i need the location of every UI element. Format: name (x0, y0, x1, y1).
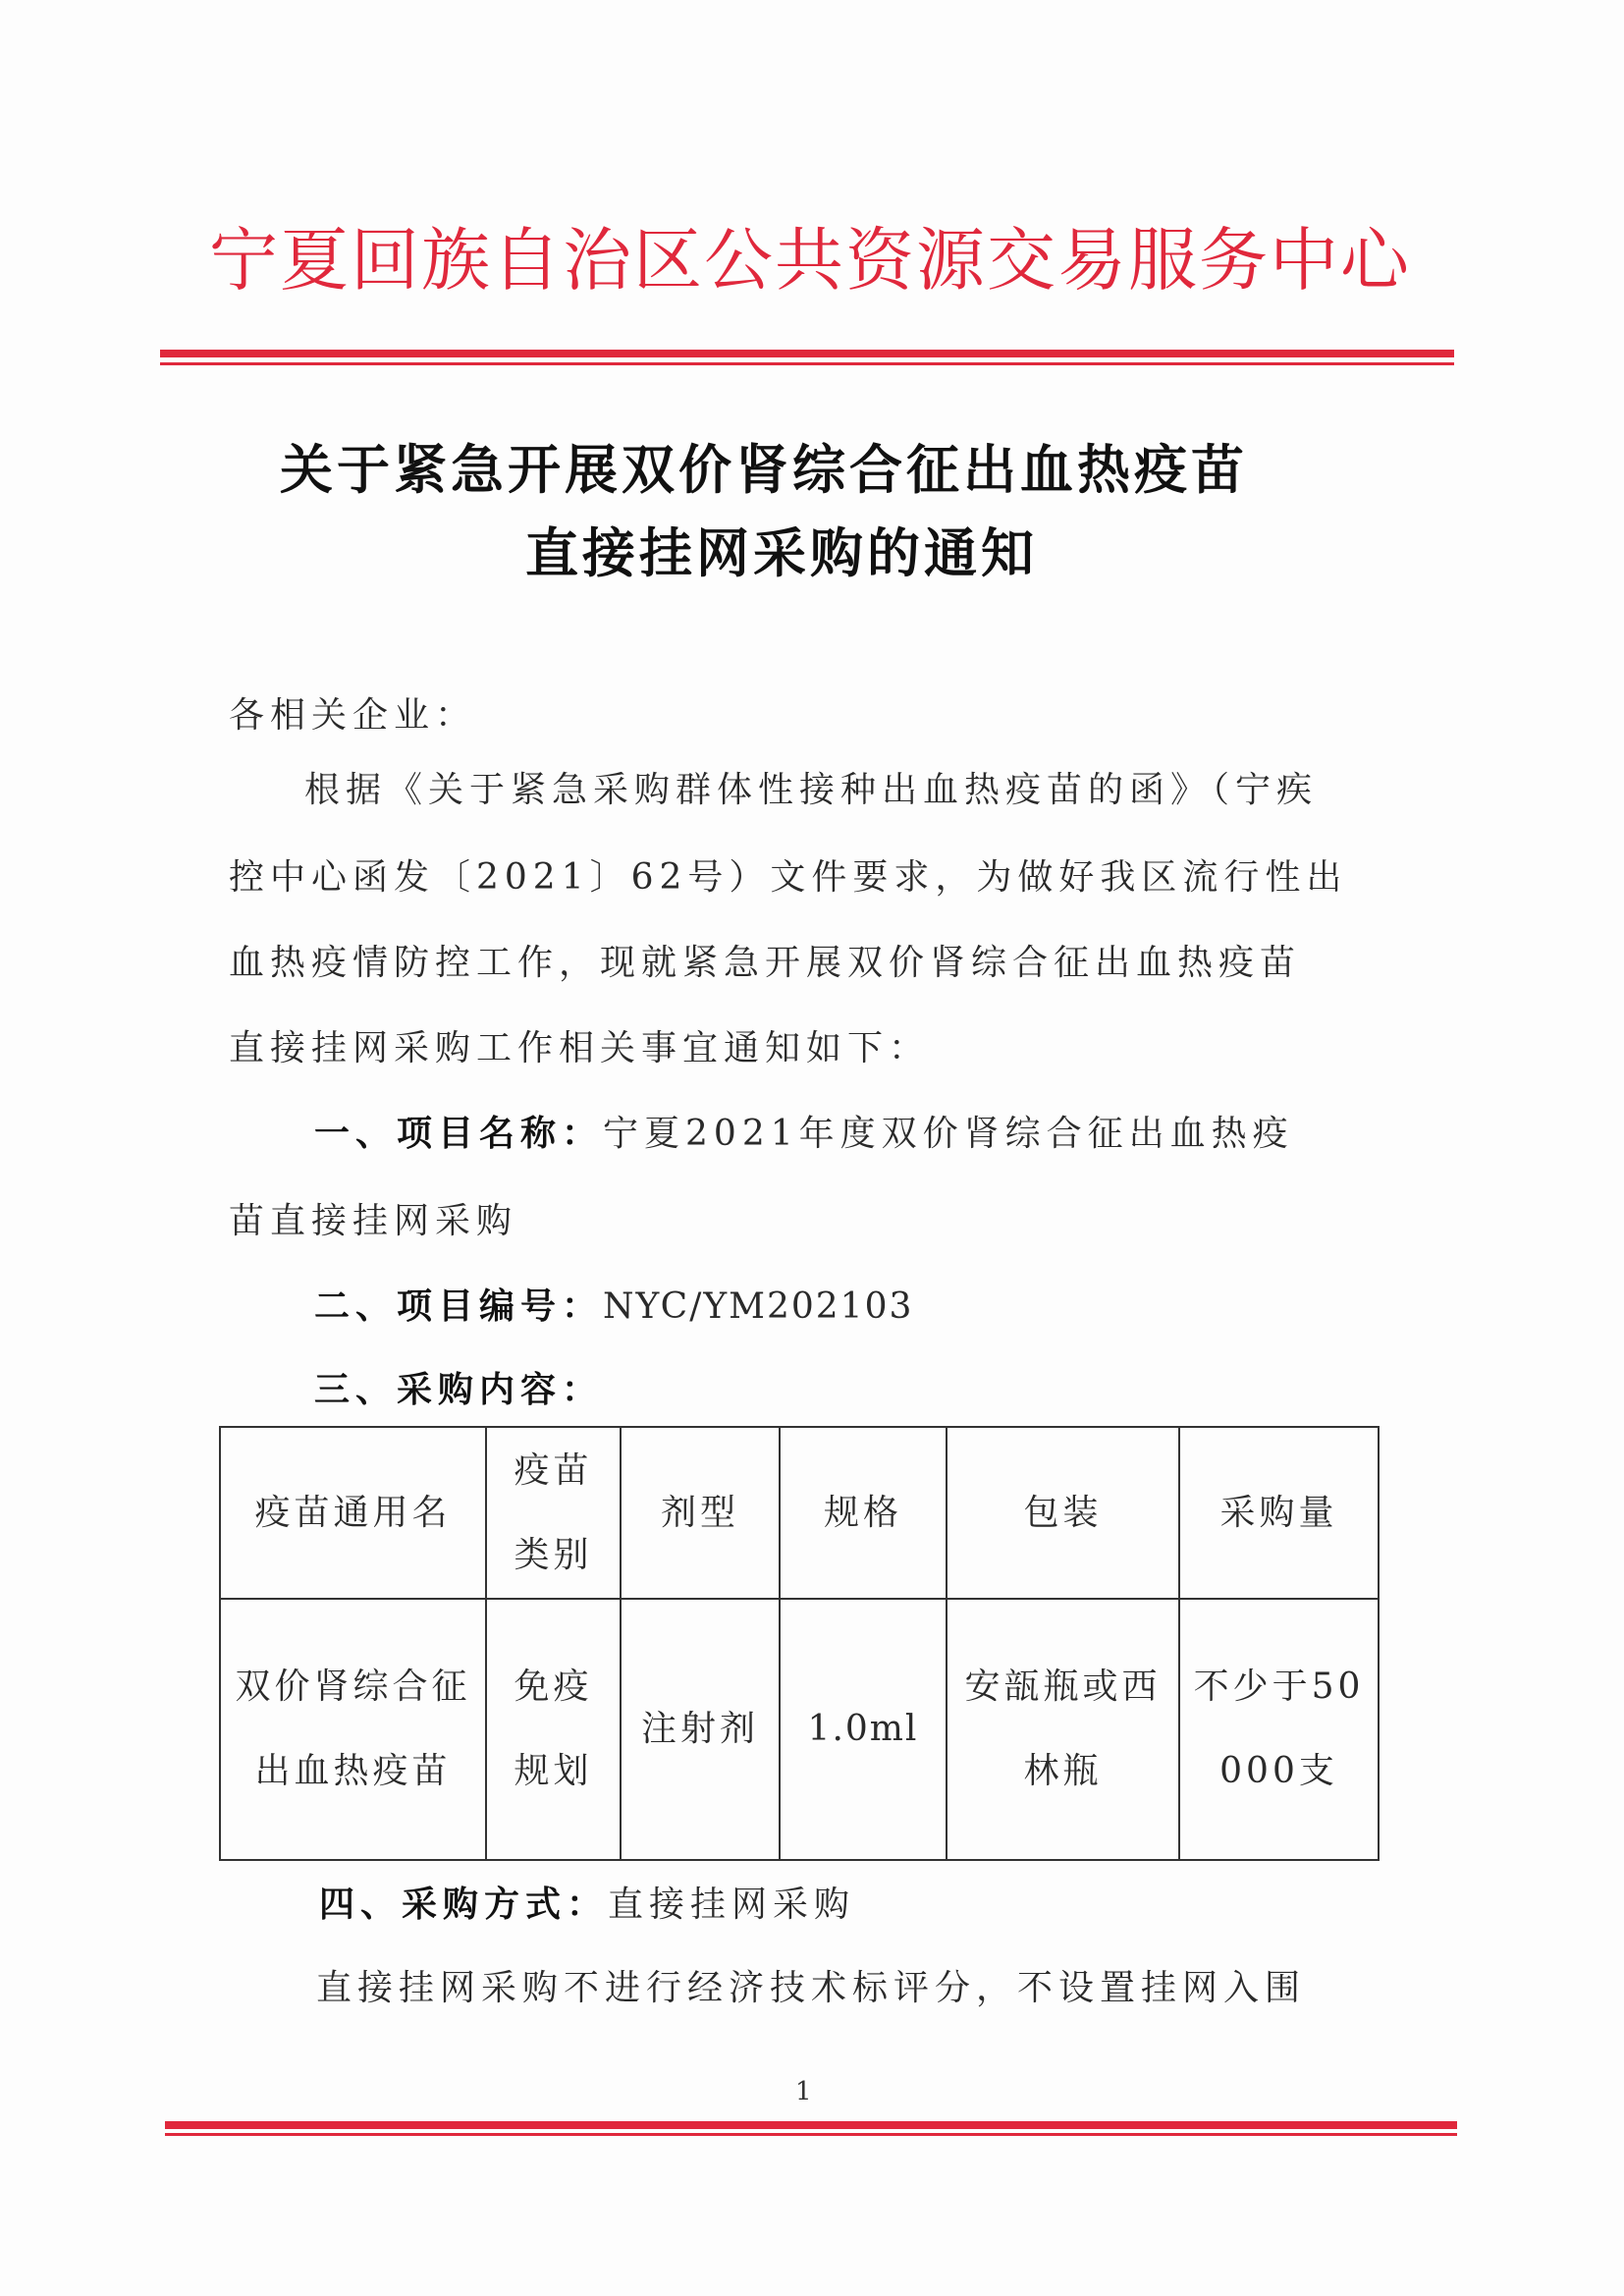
table-header-cell: 规格 (780, 1427, 947, 1599)
table-cell: 不少于50000支 (1179, 1599, 1379, 1860)
footer-red-rule-thick (165, 2121, 1457, 2129)
intro-line: 控中心函发〔2021〕62号）文件要求，为做好我区流行性出 (229, 857, 1348, 898)
table-header-cell: 疫苗类别 (486, 1427, 621, 1599)
section-4-value: 直接挂网采购 (608, 1885, 856, 1925)
section-1 (314, 1106, 1294, 1156)
section-1-label: 一、项目名称： (314, 1114, 604, 1154)
section-2-label: 二、项目编号： (314, 1286, 604, 1327)
table-cell: 安瓿瓶或西林瓶 (947, 1599, 1179, 1860)
section-3-label: 三、采购内容： (314, 1370, 604, 1410)
table-header-cell: 疫苗通用名 (220, 1427, 486, 1599)
red-rule-thick (160, 350, 1454, 357)
section-4 (319, 1877, 855, 1927)
section-1-value: 宁夏2021年度双价肾综合征出血热疫 (603, 1114, 1294, 1154)
section-1-cont: 苗直接挂网采购 (229, 1201, 518, 1241)
last-paragraph-line: 直接挂网采购不进行经济技术标评分，不设置挂网入围 (316, 1968, 1307, 2008)
letterhead-org-name: 宁夏回族自治区公共资源交易服务中心 (209, 220, 1411, 301)
salutation: 各相关企业： (229, 695, 477, 736)
intro-line: 直接挂网采购工作相关事宜通知如下： (229, 1028, 931, 1068)
table-cell: 注射剂 (621, 1599, 780, 1860)
red-rule-thin (160, 362, 1454, 365)
table-row (220, 1599, 1379, 1860)
table-header-cell: 采购量 (1179, 1427, 1379, 1599)
table-cell: 免疫规划 (486, 1599, 621, 1860)
footer-red-rule-thin (165, 2133, 1457, 2136)
procurement-table (219, 1426, 1380, 1861)
section-2 (314, 1279, 913, 1329)
table-cell: 1.0ml (780, 1599, 947, 1860)
doc-title-line2: 直接挂网采购的通知 (525, 522, 1038, 584)
page-number: 1 (795, 2077, 812, 2106)
table-header-cell: 包装 (947, 1427, 1179, 1599)
intro-line: 根据《关于紧急采购群体性接种出血热疫苗的函》（宁疾 (304, 770, 1319, 810)
table-cell: 双价肾综合征出血热疫苗 (220, 1599, 486, 1860)
section-2-value: NYC/YM202103 (603, 1286, 914, 1327)
table-header-cell: 剂型 (621, 1427, 780, 1599)
doc-title-line1: 关于紧急开展双价肾综合征出血热疫苗 (280, 439, 1248, 501)
section-4-label: 四、采购方式： (319, 1885, 609, 1925)
table-header-row (220, 1427, 1379, 1599)
intro-line: 血热疫情防控工作，现就紧急开展双价肾综合征出血热疫苗 (229, 943, 1302, 983)
